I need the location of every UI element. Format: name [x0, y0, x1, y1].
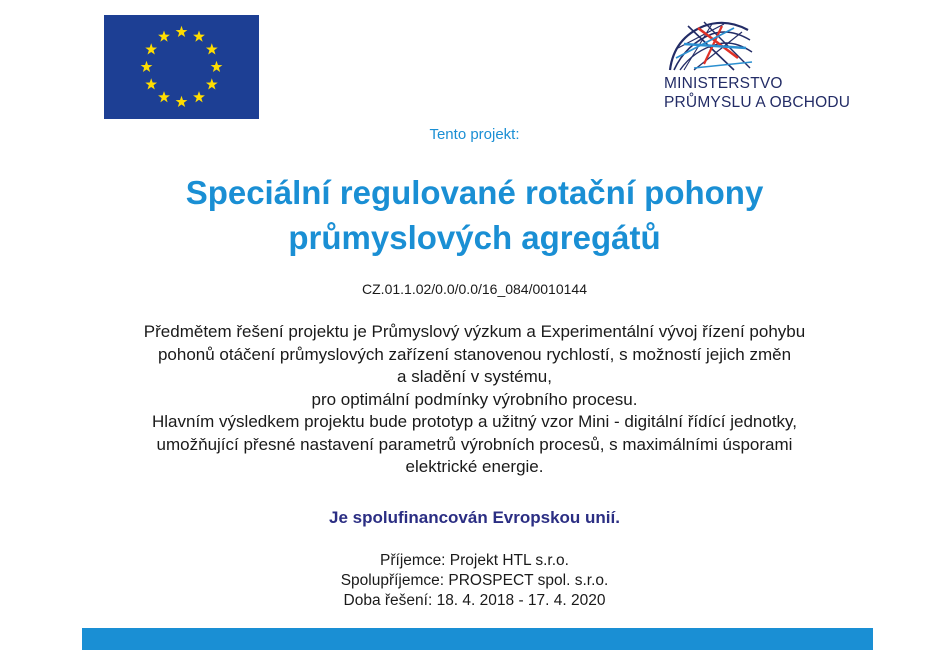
- description-line: a sladění v systému,: [397, 367, 552, 386]
- eu-star-icon: [158, 30, 170, 41]
- eu-star-icon: [176, 26, 188, 37]
- ministry-name-line2: PRŮMYSLU A OBCHODU: [664, 94, 851, 111]
- eu-star-icon: [141, 61, 153, 72]
- eu-star-icon: [193, 30, 205, 41]
- eu-star-icon: [193, 91, 205, 102]
- project-title-line1: Speciální regulované rotační pohony: [185, 174, 764, 211]
- eu-star-icon: [145, 43, 157, 54]
- description-line: pro optimální podmínky výrobního procesu.: [311, 389, 638, 409]
- ministry-logo: [662, 18, 872, 118]
- recipient-line: Příjemce: Projekt HTL s.r.o.: [380, 552, 569, 569]
- co-recipient-line: Spolupříjemce: PROSPECT spol. s.r.o.: [340, 572, 609, 589]
- duration-line: Doba řešení: 18. 4. 2018 - 17. 4. 2020: [343, 592, 606, 609]
- description-line: umožňující přesné nastavení parametrů výrobních procesů, s maximálními úsporami: [156, 434, 793, 454]
- description-line: Hlavním výsledkem projektu bude prototyp a užitný vzor Mini - digitální řídící jednotky,: [151, 412, 798, 431]
- project-description: [20, 321, 929, 479]
- project-title: [0, 170, 949, 260]
- project-title-line2: průmyslových agregátů: [288, 219, 661, 256]
- eu-star-icon: [145, 78, 157, 89]
- eu-stars: [104, 15, 259, 119]
- eu-star-icon: [206, 78, 218, 89]
- ministry-name-line1: MINISTERSTVO: [664, 75, 783, 92]
- project-code: CZ.01.1.02/0.0/0.0/16_084/0010144: [362, 281, 587, 297]
- ministry-globe-icon: [664, 18, 754, 72]
- description-line: pohonů otáčení průmyslových zařízení stanovenou rychlostí, s možností jejich změn: [157, 344, 792, 364]
- description-line: Předmětem řešení projektu je Průmyslový výzkum a Experimentální vývoj řízení pohybu: [143, 322, 806, 341]
- description-line: elektrické energie.: [405, 457, 544, 476]
- ministry-name: [664, 74, 850, 112]
- eu-flag-icon: [104, 15, 259, 119]
- intro-text: Tento projekt:: [429, 126, 520, 143]
- cofinance-statement: Je spolufinancován Evropskou unií.: [329, 508, 620, 527]
- eu-star-icon: [158, 91, 170, 102]
- recipients-block: [0, 551, 949, 611]
- bottom-bar: [82, 628, 873, 650]
- eu-star-icon: [211, 61, 223, 72]
- eu-star-icon: [206, 43, 218, 54]
- eu-star-icon: [176, 96, 188, 107]
